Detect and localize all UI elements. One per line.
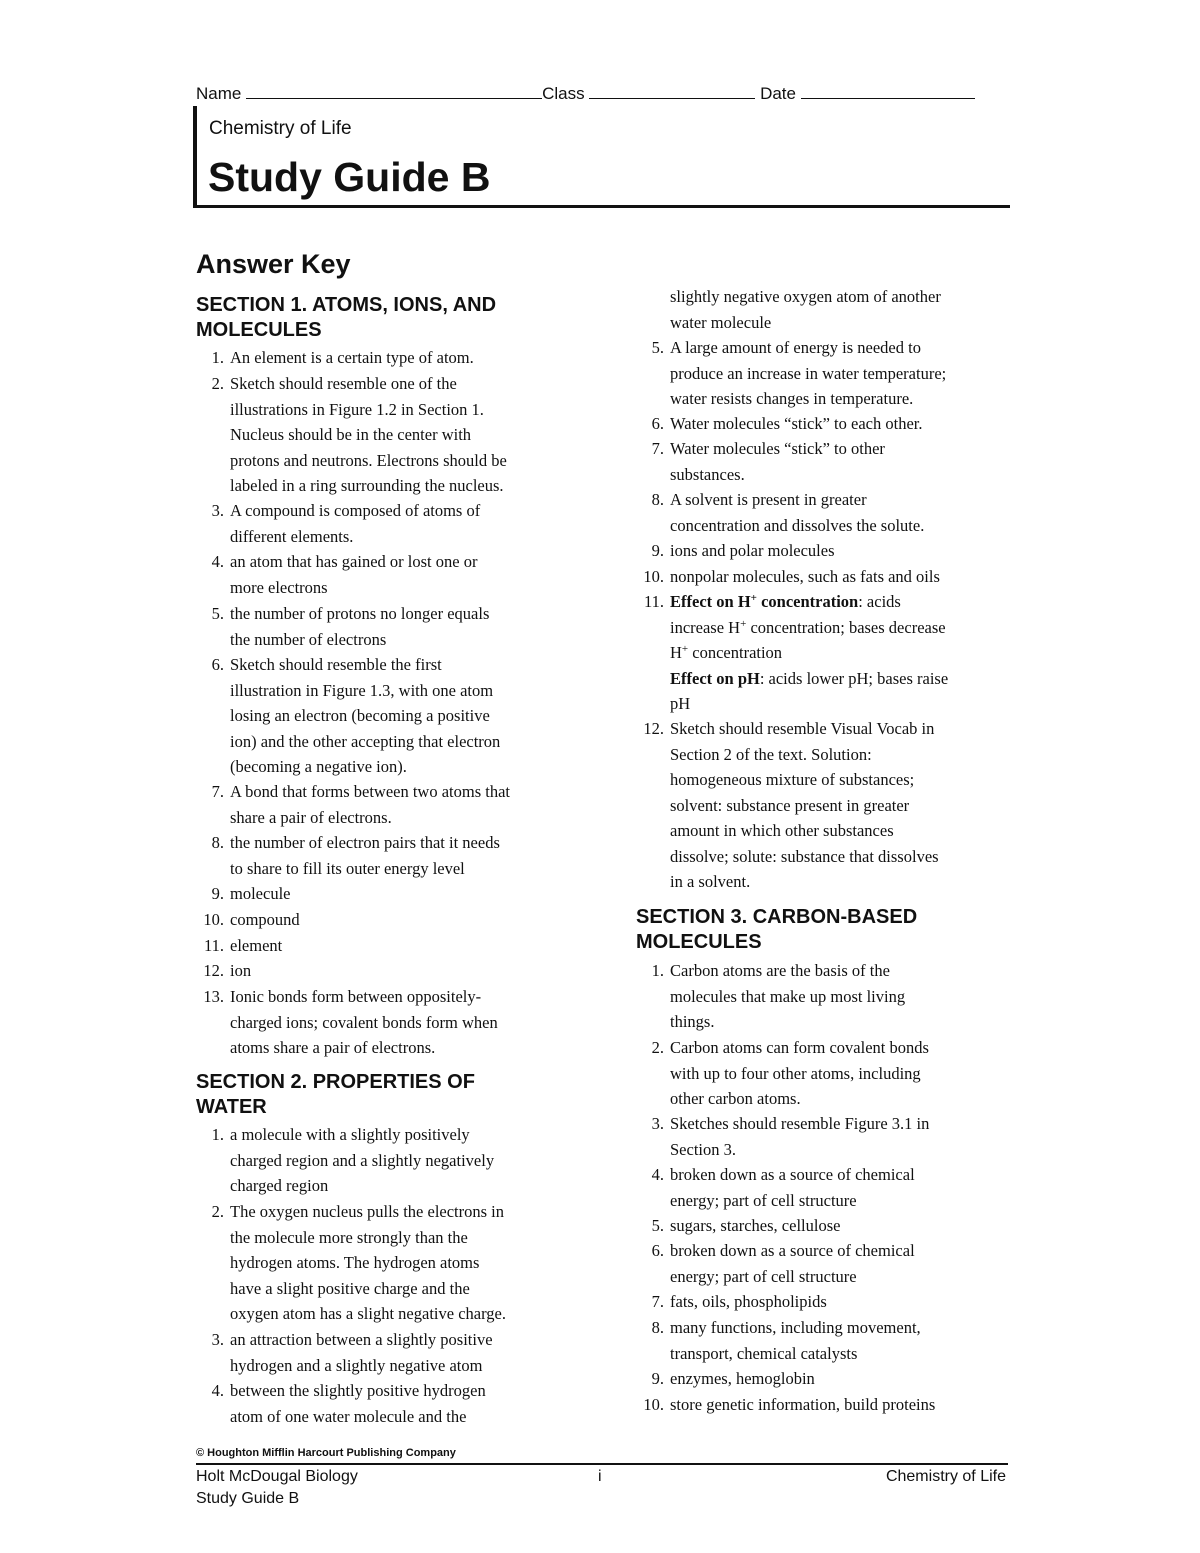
answer-text: concentration; bases decrease — [746, 617, 946, 637]
answer-number: 8. — [211, 833, 224, 852]
answer-text: element — [230, 936, 283, 955]
name-blank — [246, 84, 542, 99]
footer-chapter: Chemistry of Life — [885, 1468, 1006, 1485]
answer-text: The oxygen nucleus pulls the electrons in — [230, 1202, 505, 1221]
answer-text: slightly negative oxygen atom of another — [670, 287, 941, 306]
answer-text: Section 2 of the text. Solution: — [670, 744, 872, 764]
answer-text: produce an increase in water temperature; — [670, 363, 947, 383]
answer-number: 1. — [211, 348, 224, 367]
answer-number: 5. — [651, 1216, 664, 1235]
answer-text: Sketch should resemble one of the — [230, 374, 457, 393]
answer-text: fats, oils, phospholipids — [670, 1292, 827, 1311]
answer-number: 9. — [211, 884, 224, 903]
answer-text: the number of electron pairs that it needs — [230, 833, 500, 852]
answer-text: transport, chemical catalysts — [670, 1343, 858, 1363]
answer-text: a molecule with a slightly positively — [230, 1125, 470, 1144]
answer-text: (becoming a negative ion). — [230, 757, 407, 776]
answer-number: 6. — [651, 1241, 664, 1260]
answer-text: Water molecules “stick” to other — [670, 439, 885, 458]
answer-text: A solvent is present in greater — [670, 490, 867, 509]
answer-number: 7. — [651, 1292, 664, 1311]
answer-text: Section 3. — [670, 1139, 736, 1159]
section-3-heading — [636, 905, 1016, 955]
answer-number: 11. — [643, 592, 664, 611]
answer-text: concentration — [688, 643, 783, 662]
answer-number: 3. — [651, 1114, 664, 1133]
copyright-notice: © Houghton Mifflin Harcourt Publishing Company — [196, 1447, 456, 1459]
date-label: Date — [760, 84, 796, 103]
answer-text: have a slight positive charge and the — [230, 1278, 470, 1298]
section-2-heading — [196, 1070, 576, 1120]
answer-text: to share to fill its outer energy level — [230, 858, 465, 878]
answer-text: Sketch should resemble the first — [230, 655, 442, 674]
answer-number: 2. — [211, 374, 224, 393]
answer-text: A bond that forms between two atoms that — [230, 782, 510, 801]
answer-text: energy; part of cell structure — [670, 1266, 857, 1286]
answer-number: 13. — [203, 987, 224, 1006]
answer-text: amount in which other substances — [670, 821, 894, 840]
answer-text: Ionic bonds form between oppositely- — [230, 987, 482, 1006]
answer-text: labeled in a ring surrounding the nucleus. — [230, 476, 504, 495]
answer-text: substances. — [670, 464, 745, 484]
answer-number: 5. — [211, 604, 224, 623]
answer-text-bold: Effect on H — [670, 592, 751, 611]
answer-text: charged region — [230, 1176, 329, 1195]
answer-text: enzymes, hemoglobin — [670, 1369, 815, 1388]
answer-number: 7. — [651, 439, 664, 458]
answer-number: 10. — [643, 567, 664, 586]
answer-text: hydrogen atoms. The hydrogen atoms — [230, 1253, 480, 1272]
answer-text: pH — [670, 694, 691, 713]
section-3-heading-line-1: SECTION 3. CARBON-BASED — [636, 906, 918, 928]
answer-text: losing an electron (becoming a positive — [230, 706, 490, 725]
answer-text: hydrogen and a slightly negative atom — [230, 1355, 483, 1375]
answer-text: more electrons — [230, 577, 328, 597]
answer-text-bold: concentration — [756, 592, 859, 611]
date-blank — [801, 84, 975, 99]
section-1-heading-line-2: MOLECULES — [196, 319, 322, 341]
answer-key-title: Answer Key — [196, 249, 351, 279]
answer-text: protons and neutrons. Electrons should be — [230, 450, 507, 470]
answer-text-bold: Effect on pH — [670, 668, 760, 688]
answer-number: 12. — [643, 719, 664, 738]
answer-text: : acids lower pH; bases raise — [759, 668, 949, 688]
answer-text: Sketches should resemble Figure 3.1 in — [670, 1114, 930, 1133]
answer-text: molecule — [230, 884, 291, 903]
answer-number: 9. — [651, 1369, 664, 1388]
answer-text: concentration and dissolves the solute. — [670, 515, 925, 535]
answer-text: share a pair of electrons. — [230, 807, 392, 827]
answer-text: store genetic information, build proteins — [670, 1395, 936, 1414]
answer-text: illustration in Figure 1.3, with one atom — [230, 680, 494, 700]
superscript: + — [740, 617, 747, 630]
answer-text: ion — [230, 961, 252, 980]
answer-text: ion) and the other accepting that electron — [230, 731, 501, 751]
answer-text: H — [670, 643, 682, 662]
answer-text — [670, 666, 948, 692]
answer-text: an attraction between a slightly positive — [230, 1330, 493, 1349]
answer-text: things. — [670, 1012, 715, 1031]
answer-text: An element is a certain type of atom. — [230, 348, 474, 367]
footer-book-title: Holt McDougal Biology — [196, 1468, 358, 1485]
answer-text: water resists changes in temperature. — [670, 389, 914, 408]
answer-number: 4. — [651, 1165, 664, 1184]
answer-text: the molecule more strongly than the — [230, 1227, 468, 1247]
title-block — [193, 106, 1010, 208]
section-1-heading — [196, 293, 576, 343]
answer-text: water molecule — [670, 312, 772, 332]
answer-number: 3. — [211, 501, 224, 520]
superscript: + — [681, 643, 689, 655]
answer-text: sugars, starches, cellulose — [670, 1216, 841, 1235]
answer-text: with up to four other atoms, including — [670, 1063, 921, 1083]
answer-text: A large amount of energy is needed to — [670, 338, 921, 357]
footer-divider — [196, 1463, 1008, 1465]
answer-text: Carbon atoms are the basis of the — [670, 961, 890, 980]
answer-text: Carbon atoms can form covalent bonds — [670, 1038, 929, 1057]
answer-text: different elements. — [230, 526, 354, 546]
answer-text: A compound is composed of atoms of — [230, 501, 481, 520]
answer-number: 4. — [211, 552, 224, 571]
name-label: Name — [196, 84, 242, 103]
answer-number: 4. — [211, 1381, 224, 1400]
class-blank — [589, 84, 755, 99]
answer-number: 1. — [651, 961, 664, 980]
answer-text: increase H — [670, 617, 741, 637]
section-1-heading-line-1: SECTION 1. ATOMS, IONS, AND — [196, 294, 497, 316]
answer-text: ions and polar molecules — [670, 541, 835, 560]
answer-text: dissolve; solute: substance that dissolves — [670, 846, 939, 866]
answer-number: 10. — [643, 1395, 664, 1414]
section-2-heading-line-1: SECTION 2. PROPERTIES OF — [196, 1071, 475, 1093]
answer-text: illustrations in Figure 1.2 in Section 1. — [230, 399, 484, 419]
answer-text: charged ions; covalent bonds form when — [230, 1012, 498, 1032]
footer-guide: Study Guide B — [196, 1490, 300, 1507]
answer-text: Sketch should resemble Visual Vocab in — [670, 719, 935, 738]
answer-number: 5. — [651, 338, 664, 357]
answer-text: other carbon atoms. — [670, 1089, 801, 1108]
answer-text: broken down as a source of chemical — [670, 1241, 915, 1260]
answer-text: between the slightly positive hydrogen — [230, 1381, 486, 1400]
answer-text — [670, 589, 901, 615]
class-label: Class — [542, 84, 585, 103]
answer-number: 12. — [203, 961, 224, 980]
answer-text: many functions, including movement, — [670, 1318, 921, 1337]
answer-number: 2. — [211, 1202, 224, 1221]
answer-number: 11. — [203, 936, 224, 955]
answer-number: 8. — [651, 1318, 664, 1337]
answer-number: 7. — [211, 782, 224, 801]
answer-text: the number of protons no longer equals — [230, 604, 490, 623]
answer-text: compound — [230, 910, 300, 929]
answer-text: atom of one water molecule and the — [230, 1406, 467, 1426]
section-2-heading-line-2: WATER — [196, 1096, 267, 1118]
answer-text: Nucleus should be in the center with — [230, 425, 472, 444]
subject-title: Chemistry of Life — [209, 118, 352, 139]
answer-number: 2. — [651, 1038, 664, 1057]
answer-text: homogeneous mixture of substances; — [670, 770, 915, 789]
answer-text: : acids — [858, 592, 901, 611]
answer-text: oxygen atom has a slight negative charge. — [230, 1304, 506, 1323]
answer-text: atoms share a pair of electrons. — [230, 1038, 436, 1057]
answer-number: 6. — [211, 655, 224, 674]
answer-number: 8. — [651, 490, 664, 509]
answer-text: solvent: substance present in greater — [670, 795, 910, 815]
answer-text: energy; part of cell structure — [670, 1190, 857, 1210]
answer-text — [670, 615, 946, 641]
section-3-heading-line-2: MOLECULES — [636, 931, 762, 953]
answer-text: Water molecules “stick” to each other. — [670, 414, 923, 433]
answer-text: molecules that make up most living — [670, 986, 906, 1006]
study-guide-title: Study Guide B — [208, 154, 491, 200]
superscript: + — [750, 592, 757, 604]
answer-text: in a solvent. — [670, 872, 751, 891]
footer-page-number: i — [598, 1468, 602, 1485]
answer-number: 10. — [203, 910, 224, 929]
answer-text: the number of electrons — [230, 629, 387, 649]
answer-text: nonpolar molecules, such as fats and oils — [670, 567, 940, 586]
answer-text: charged region and a slightly negatively — [230, 1150, 495, 1170]
answer-text: an atom that has gained or lost one or — [230, 552, 478, 571]
answer-text — [670, 640, 782, 666]
answer-number: 9. — [651, 541, 664, 560]
answer-number: 6. — [651, 414, 664, 433]
answer-number: 3. — [211, 1330, 224, 1349]
name-class-date-line — [196, 84, 1008, 104]
answer-number: 1. — [211, 1125, 224, 1144]
answer-text: broken down as a source of chemical — [670, 1165, 915, 1184]
